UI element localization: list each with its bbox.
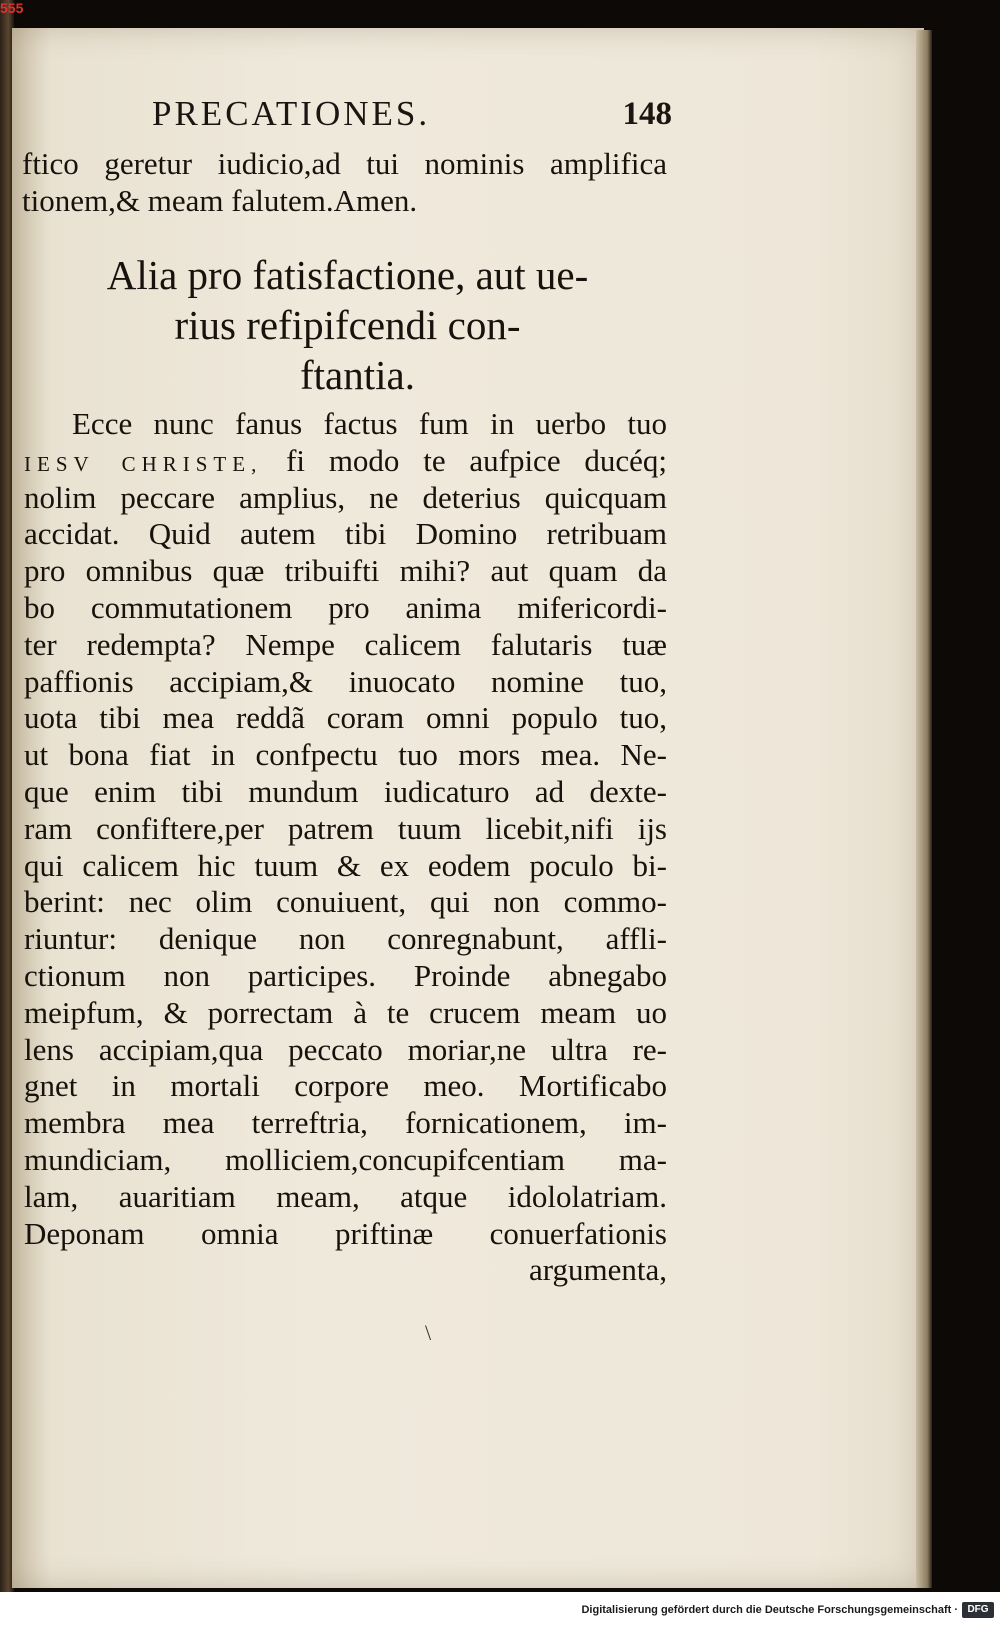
dfg-logo: DFG — [962, 1602, 994, 1618]
heading-line: rius refipifcendi con- — [174, 302, 521, 348]
body-text — [24, 406, 667, 1289]
text-line: que enim tibi mundum iudicaturo ad dexte- — [24, 773, 667, 809]
text-line: ut bona fiat in confpectu tuo mors mea. Ne- — [24, 737, 667, 773]
text-line: uota tibi mea reddã coram omni populo tuo, — [24, 700, 667, 736]
corner-mark: 555 — [0, 0, 24, 16]
page-edge-shadow — [916, 30, 932, 1588]
stray-mark: \ — [425, 1320, 432, 1345]
text-line: qui calicem hic tuum & ex eodem poculo bi- — [24, 847, 667, 883]
text-line: pro omnibus quæ tribuifti mihi? aut quam da — [24, 553, 667, 589]
section-heading — [80, 250, 615, 400]
text-line: Deponam omnia priftinæ conuerfationis — [24, 1215, 667, 1251]
text-line: paffionis accipiam,& inuocato nomine tuo, — [24, 663, 667, 699]
text-line: ter redempta? Nempe calicem falutaris tuæ — [24, 626, 667, 662]
catchword: argumenta, — [528, 1252, 667, 1288]
text-line: ram confiftere,per patrem tuum licebit,nifi ijs — [24, 810, 667, 846]
text-line: bo commutationem pro anima mifericordi- — [24, 589, 667, 625]
text-line — [24, 443, 667, 480]
running-header — [152, 94, 672, 138]
continuation-text — [22, 146, 667, 220]
digitization-footer — [0, 1592, 1000, 1626]
text-line: lam, auaritiam meam, atque idololatriam. — [24, 1178, 667, 1214]
text-line: lens accipiam,qua peccato moriar,ne ultra re- — [24, 1031, 667, 1067]
text-fragment: fi modo te aufpice ducéq; — [262, 442, 667, 478]
text-line: tionem,& meam falutem.Amen. — [22, 182, 418, 218]
smallcaps-name: IESV CHRISTE, — [24, 451, 263, 476]
text-line: riuntur: denique non conregnabunt, affli- — [24, 921, 667, 957]
text-line: Ecce nunc fanus factus fum in uerbo tuo — [72, 406, 667, 441]
text-line: ftico geretur iudicio,ad tui nominis amplifica — [22, 146, 667, 181]
page-number: 148 — [622, 96, 672, 132]
heading-line: Alia pro fatisfactione, aut ue- — [106, 252, 589, 298]
text-line: gnet in mortali corpore meo. Mortificabo — [24, 1068, 667, 1104]
text-line: membra mea terreftria, fornicationem, im- — [24, 1105, 667, 1141]
text-line: meipfum, & porrectam à te crucem meam uo — [24, 994, 667, 1030]
heading-line: ftantia. — [300, 352, 415, 398]
funding-credit: Digitalisierung gefördert durch die Deutsche Forschungsgemeinschaft · — [581, 1604, 958, 1616]
text-line: ctionum non participes. Proinde abnegabo — [24, 957, 667, 993]
text-line: accidat. Quid autem tibi Domino retribuam — [24, 516, 667, 552]
running-title: PRECATIONES. — [152, 94, 431, 133]
text-line: berint: nec olim conuiuent, qui non commo- — [24, 884, 667, 920]
text-line: nolim peccare amplius, ne deterius quicquam — [24, 479, 667, 515]
text-line: mundiciam, molliciem,concupifcentiam ma- — [24, 1141, 667, 1177]
